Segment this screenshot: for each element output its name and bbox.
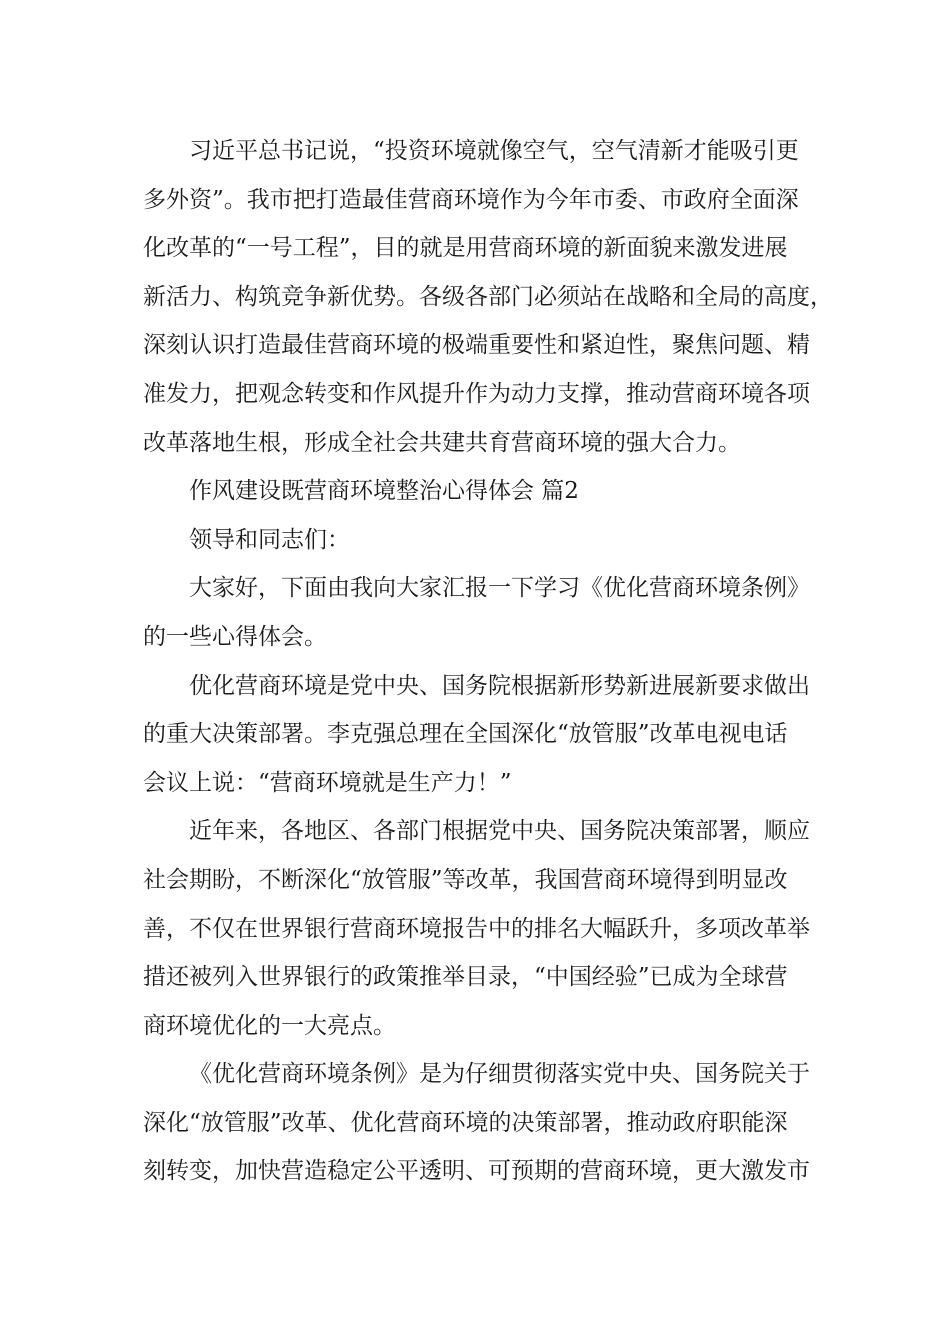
text-line: 深刻认识打造最佳营商环境的极端重要性和紧迫性，聚焦问题、精 [143, 332, 810, 359]
section-heading: 作风建设既营商环境整治心得体会 篇2 [189, 478, 579, 505]
text-line: 的重大决策部署。李克强总理在全国深化“放管服”改革电视电话 [143, 721, 788, 748]
text-line: 《优化营商环境条例》是为仔细贯彻落实党中央、国务院关于 [189, 1061, 810, 1088]
text-line: 优化营商环境是党中央、国务院根据新形势新进展新要求做出 [189, 672, 810, 699]
text-line: 准发力，把观念转变和作风提升作为动力支撑，推动营商环境各项 [143, 380, 810, 407]
text-line: 商环境优化的一大亮点。 [143, 1012, 396, 1039]
text-line: 多外资”。我市把打造最佳营商环境作为今年市委、市政府全面深 [143, 186, 799, 213]
text-line: 的一些心得体会。 [143, 623, 327, 650]
text-line: 改革落地生根，形成全社会共建共育营商环境的强大合力。 [143, 429, 741, 456]
text-line: 近年来，各地区、各部门根据党中央、国务院决策部署，顺应 [189, 818, 810, 845]
text-line: 大家好，下面由我向大家汇报一下学习《优化营商环境条例》 [189, 575, 810, 602]
text-line: 措还被列入世界银行的政策推举目录，“中国经验”已成为全球营 [143, 964, 788, 991]
text-line: 刻转变，加快营造稳定公平透明、可预期的营商环境，更大激发市 [143, 1158, 810, 1185]
text-line: 习近平总书记说，“投资环境就像空气，空气清新才能吸引更 [189, 138, 799, 164]
text-line: 会议上说：“营商环境就是生产力！” [143, 769, 512, 796]
text-line: 善，不仅在世界银行营商环境报告中的排名大幅跃升，多项改革举 [143, 915, 810, 942]
text-line: 社会期盼，不断深化“放管服”等改革，我国营商环境得到明显改 [143, 866, 788, 893]
text-line: 深化“放管服”改革、优化营商环境的决策部署，推动政府职能深 [143, 1109, 788, 1136]
body-text [143, 127, 833, 1196]
text-line: 新活力、构筑竞争新优势。各级各部门必须站在战略和全局的高度， [143, 283, 833, 310]
text-line: 化改革的“一号工程”，目的就是用营商环境的新面貌来激发进展 [143, 235, 788, 262]
salutation: 领导和同志们： [189, 526, 350, 553]
